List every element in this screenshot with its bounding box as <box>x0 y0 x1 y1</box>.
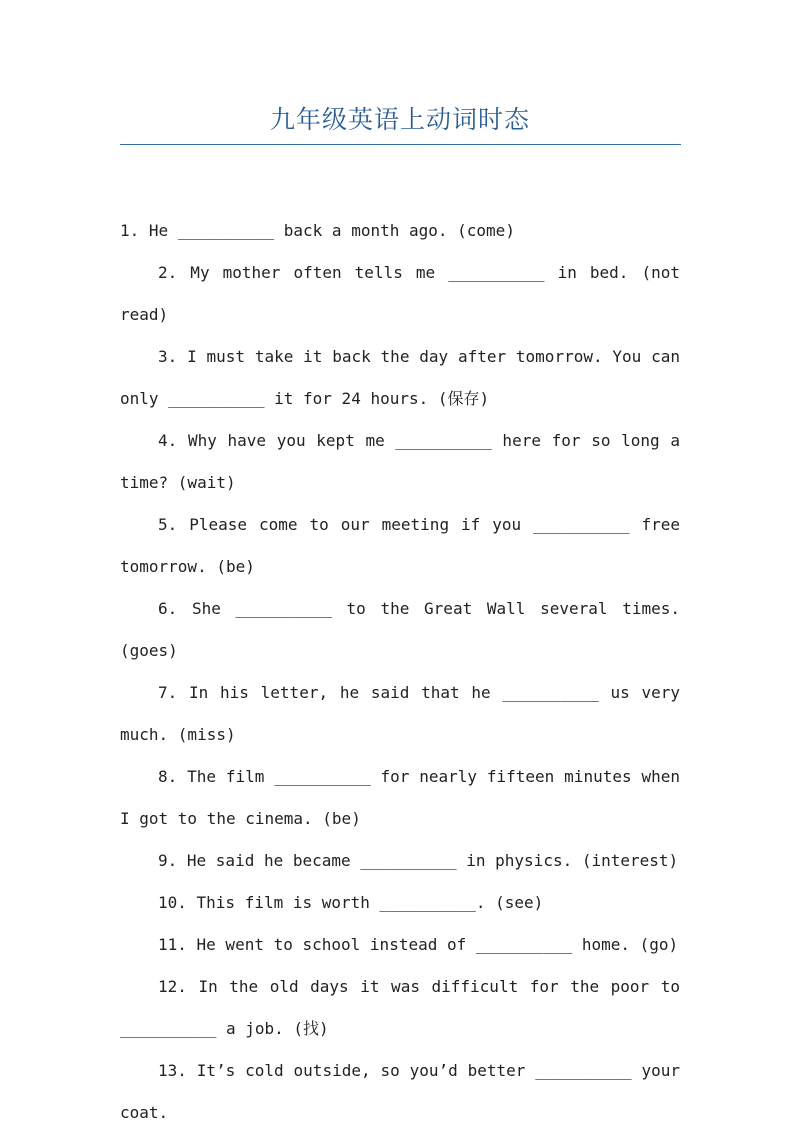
question-list <box>120 210 680 1134</box>
question-item: 13. It’s cold outside, so you’d better __________ your coat. <box>120 1061 680 1122</box>
question-item: 8. The film __________ for nearly fifteen minutes when I got to the cinema. (be) <box>120 767 680 828</box>
question-item: 10. This film is worth __________. (see) <box>158 893 544 912</box>
question-item: 5. Please come to our meeting if you __________ free tomorrow. (be) <box>120 515 680 576</box>
title-divider <box>120 144 681 145</box>
page-title: 九年级英语上动词时态 <box>269 105 530 134</box>
question-item: 1. He __________ back a month ago. (come) <box>120 221 515 240</box>
question-item: 2. My mother often tells me __________ in bed. (not read) <box>120 263 680 324</box>
question-item: 9. He said he became __________ in physics. (interest) <box>158 851 679 870</box>
question-item: 3. I must take it back the day after tomorrow. You can only __________ it for 24 hours. (保存) <box>120 347 680 408</box>
question-item: 4. Why have you kept me __________ here for so long a time? (wait) <box>120 431 680 492</box>
question-item: 6. She __________ to the Great Wall several times. (goes) <box>120 599 680 660</box>
question-item: 12. In the old days it was difficult for the poor to __________ a job. (找) <box>120 977 680 1038</box>
question-item: 7. In his letter, he said that he __________ us very much. (miss) <box>120 683 680 744</box>
question-item: 11. He went to school instead of __________ home. (go) <box>158 935 679 954</box>
